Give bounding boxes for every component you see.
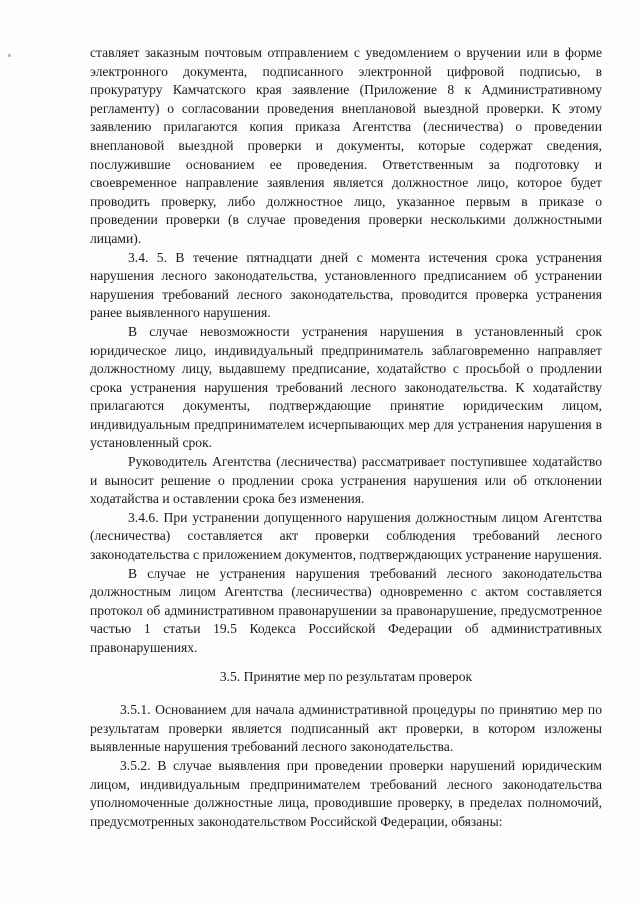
paragraph-3-5-1: 3.5.1. Основанием для начала административной процедуры по принятию мер по результатам проверки является подписанный акт проверки, в котором изложены выявленные нарушения требований лесного законодательства. bbox=[90, 702, 602, 755]
paragraph-3-5-2: 3.5.2. В случае выявления при проведении проверки нарушений юридическим лицом, индивидуальным предпринимателем требований лесного законодательства уполномоченные должностные лица, проводившие проверку, в пределах полномочий, предусмотренных законодательством Российской Федерации, обязаны: bbox=[90, 757, 602, 829]
paragraph-protocol: В случае не устранения нарушения требований лесного законодательства должностным лицом Агентства (лесничества) одновременно с актом составляется протокол об административном правонарушении за правонарушение, предусмотренное частью 1 статьи 19.5 Кодекса Российской Федерации об административных правонарушениях. bbox=[90, 565, 602, 655]
section-heading-3-5: 3.5. Принятие мер по результатам проверок bbox=[219, 668, 473, 684]
paragraph-3-4-6: 3.4.6. При устранении допущенного нарушения должностным лицом Агентства (лесничества) составляется акт проверки соблюдения требований лесного законодательства с приложением документов, подтверждающих устранение нарушения. bbox=[90, 509, 602, 563]
paragraph-continuation: ставляет заказным почтовым отправлением с уведомлением о вручении или в форме электронного документа, подписанного электронной цифровой подписью, в прокуратуру Камчатского края заявление (Приложение 8 к Административному регламенту) о согласовании проведения внеплановой выездной проверки. К этому заявлению прилагаются копия приказа Агентства (лесничества) о проведении внеплановой выездной проверки и документы, которые содержат сведения, послужившие основанием ее проведения. Ответственным за подготовку и своевременное направление заявления является должностное лицо, которое будет проводить проверку, либо должностное лицо, указанное первым в приказе о проведении проверки (в случае проведения проверки несколькими должностными лицами). bbox=[90, 45, 602, 246]
document-body bbox=[90, 44, 602, 831]
paragraph-head-decision: Руководитель Агентства (лесничества) рассматривает поступившее ходатайство и выносит решение о продлении срока устранения нарушения или об отклонении ходатайства и оставлении срока без изменения. bbox=[90, 454, 602, 507]
scan-artifact bbox=[8, 54, 11, 57]
paragraph-3-4-5: 3.4. 5. В течение пятнадцати дней с момента истечения срока устранения нарушения лесного законодательства, установленного предписанием об устранении нарушения требований лесного законодательства, проводится проверка устранения ранее выявленного нарушения. bbox=[90, 249, 602, 321]
paragraph-extension-request: В случае невозможности устранения нарушения в установленный срок юридическое лицо, индивидуальный предприниматель заблаговременно направляет должностному лицу, выдавшему предписание, ходатайство с просьбой о продлении срока устранения нарушения требований лесного законодательства. К ходатайству прилагаются документы, подтверждающие принятие юридическим лицом, индивидуальным предпринимателем исчерпывающих мер для устранения нарушения в установленный срок. bbox=[90, 323, 602, 451]
